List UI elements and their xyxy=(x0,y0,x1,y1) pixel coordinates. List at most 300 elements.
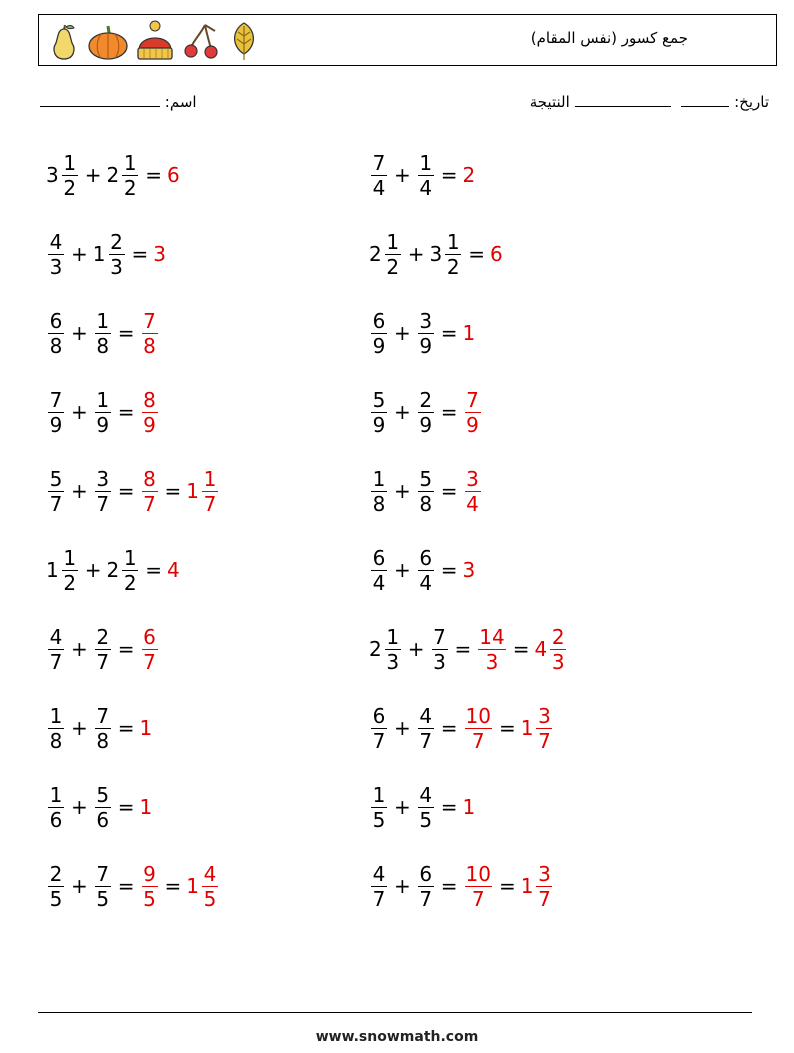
answer-fraction xyxy=(536,703,552,753)
addend-b xyxy=(416,308,436,358)
equals-sign: = xyxy=(440,321,458,345)
answer-denominator: 9 xyxy=(143,412,156,437)
equals-sign: = xyxy=(117,874,135,898)
addend-a-numerator: 1 xyxy=(49,782,63,807)
answer-numerator: 2 xyxy=(551,624,565,649)
addend-b-numerator: 1 xyxy=(419,150,433,175)
addend-b-numerator: 2 xyxy=(96,624,110,649)
addend-b-fraction xyxy=(95,703,111,753)
problem-item xyxy=(369,140,476,210)
answer-denominator: 3 xyxy=(551,649,565,674)
answer xyxy=(463,387,483,437)
problem-item xyxy=(46,456,220,526)
answer-denominator: 9 xyxy=(466,412,479,437)
answer-denominator: 8 xyxy=(143,333,156,358)
addend-a xyxy=(46,308,66,358)
equals-sign: = xyxy=(117,795,135,819)
answer-denominator: 7 xyxy=(538,886,551,911)
addend-b-fraction xyxy=(418,466,434,516)
addend-b-whole: 3 xyxy=(429,242,443,266)
answer-whole: 1 xyxy=(186,479,200,503)
answer-denominator: 7 xyxy=(471,886,485,911)
addend-b-numerator: 1 xyxy=(123,545,137,570)
addend-b-fraction xyxy=(109,229,125,279)
answer-whole: 1 xyxy=(520,716,534,740)
name-input-line[interactable] xyxy=(40,92,160,107)
problem-item xyxy=(369,535,476,605)
problem-item xyxy=(46,298,160,368)
problem-item xyxy=(46,377,160,447)
equals-sign: = xyxy=(468,242,485,266)
header-box xyxy=(38,14,777,66)
addend-a xyxy=(369,703,389,753)
addend-b-numerator: 6 xyxy=(419,545,433,570)
addend-b xyxy=(106,545,141,595)
addend-b-denominator: 2 xyxy=(446,254,460,279)
addend-a-fraction xyxy=(371,782,387,832)
addend-a-numerator: 6 xyxy=(49,308,63,333)
equals-sign: = xyxy=(440,795,458,819)
addend-a-denominator: 4 xyxy=(372,570,386,595)
addend-b-fraction xyxy=(418,308,434,358)
addend-b-fraction xyxy=(95,387,111,437)
equals-sign: = xyxy=(117,637,135,661)
addend-b-denominator: 5 xyxy=(96,886,110,911)
addend-b xyxy=(93,782,113,832)
addend-a-numerator: 7 xyxy=(49,387,63,412)
answer-whole: 1 xyxy=(462,795,476,819)
equals-sign: = xyxy=(164,479,182,503)
addend-b-denominator: 4 xyxy=(419,175,433,200)
addend-b-numerator: 4 xyxy=(419,782,433,807)
answer-numerator: 10 xyxy=(465,703,491,728)
answer-fraction xyxy=(550,624,566,674)
answer xyxy=(186,861,220,911)
date-input-line[interactable] xyxy=(681,92,729,107)
addend-b-numerator: 7 xyxy=(96,703,110,728)
answer-denominator: 5 xyxy=(143,886,156,911)
addend-b-fraction xyxy=(445,229,461,279)
addend-a-denominator: 7 xyxy=(372,728,386,753)
addend-a xyxy=(46,703,66,753)
addend-a-denominator: 7 xyxy=(49,491,63,516)
addend-b-fraction xyxy=(95,782,111,832)
plus-sign: + xyxy=(84,558,102,582)
answer xyxy=(463,321,477,345)
addend-b-fraction xyxy=(418,861,434,911)
cherries-icon xyxy=(181,21,221,61)
addend-a-denominator: 6 xyxy=(49,807,63,832)
plus-sign: + xyxy=(71,716,88,740)
answer-whole: 4 xyxy=(534,637,548,661)
addend-a-fraction xyxy=(371,150,387,200)
problem-item xyxy=(46,140,181,210)
addend-a-numerator: 1 xyxy=(49,703,63,728)
addend-b-whole: 1 xyxy=(92,242,106,266)
answer xyxy=(140,624,160,674)
addend-a-denominator: 8 xyxy=(49,728,63,753)
problem-item xyxy=(46,614,160,684)
answer-fraction xyxy=(202,861,218,911)
addend-a-fraction xyxy=(48,782,64,832)
addend-a xyxy=(46,624,66,674)
answer xyxy=(476,624,507,674)
answer xyxy=(153,242,167,266)
answer-whole: 1 xyxy=(462,321,476,345)
addend-b-denominator: 6 xyxy=(96,807,110,832)
plus-sign: + xyxy=(84,163,102,187)
addend-a-numerator: 6 xyxy=(372,308,386,333)
hat-icon xyxy=(135,20,175,62)
answer-fraction xyxy=(142,861,158,911)
addend-b xyxy=(416,466,436,516)
answer xyxy=(167,163,181,187)
answer-whole: 3 xyxy=(462,558,476,582)
addend-b xyxy=(416,703,436,753)
addend-a-denominator: 7 xyxy=(372,886,386,911)
addend-a-denominator: 2 xyxy=(63,570,77,595)
addend-a xyxy=(369,861,389,911)
addend-a-numerator: 1 xyxy=(386,624,400,649)
answer-fraction xyxy=(478,624,505,674)
addend-a xyxy=(46,782,66,832)
date-label: تاريخ: xyxy=(734,93,769,111)
problem-item xyxy=(369,298,476,368)
answer-fraction xyxy=(465,387,481,437)
addend-b-numerator: 3 xyxy=(96,466,110,491)
page-title: جمع كسور (نفس المقام) xyxy=(530,29,688,47)
plus-sign: + xyxy=(71,400,88,424)
addend-a-numerator: 7 xyxy=(372,150,386,175)
answer-denominator: 4 xyxy=(466,491,479,516)
pear-icon xyxy=(47,21,81,61)
problem-item xyxy=(46,219,167,289)
addend-a-fraction xyxy=(48,387,64,437)
plus-sign: + xyxy=(394,400,411,424)
problem-item xyxy=(369,851,554,921)
header-icons xyxy=(47,19,261,63)
addend-a-fraction xyxy=(62,545,78,595)
addend-b-denominator: 7 xyxy=(96,649,110,674)
addend-b-fraction xyxy=(95,861,111,911)
addend-a-whole: 1 xyxy=(46,558,59,582)
answer-whole: 2 xyxy=(462,163,476,187)
addend-b-denominator: 9 xyxy=(419,412,433,437)
answer xyxy=(463,703,494,753)
footer-divider xyxy=(38,1012,752,1013)
addend-a-denominator: 5 xyxy=(372,807,386,832)
addend-a-fraction xyxy=(385,624,401,674)
answer xyxy=(140,716,154,740)
equals-sign: = xyxy=(440,479,458,503)
answer-whole: 1 xyxy=(139,795,153,819)
addend-a-fraction xyxy=(385,229,401,279)
addend-b-fraction xyxy=(418,782,434,832)
addend-a-numerator: 1 xyxy=(372,466,386,491)
answer-whole: 4 xyxy=(167,558,180,582)
answer xyxy=(490,242,504,266)
addend-a-fraction xyxy=(48,861,64,911)
plus-sign: + xyxy=(71,479,88,503)
addend-b-whole: 2 xyxy=(106,163,120,187)
addend-b-fraction xyxy=(418,387,434,437)
addend-b-denominator: 8 xyxy=(96,333,110,358)
addend-a xyxy=(369,229,403,279)
equals-sign: = xyxy=(440,400,458,424)
problem-item xyxy=(369,772,476,842)
plus-sign: + xyxy=(394,163,411,187)
plus-sign: + xyxy=(394,716,411,740)
answer xyxy=(463,795,477,819)
equals-sign: = xyxy=(164,874,182,898)
answer xyxy=(534,624,568,674)
addend-a xyxy=(369,782,389,832)
problem-item xyxy=(369,377,483,447)
answer-numerator: 10 xyxy=(465,861,491,886)
answer-whole: 1 xyxy=(520,874,534,898)
addend-a-denominator: 9 xyxy=(372,412,386,437)
equals-sign: = xyxy=(145,558,162,582)
addend-b xyxy=(416,782,436,832)
equals-sign: = xyxy=(454,637,472,661)
answer-fraction xyxy=(142,387,158,437)
addend-a-denominator: 7 xyxy=(49,649,63,674)
addend-a-numerator: 5 xyxy=(49,466,63,491)
addend-b xyxy=(416,545,436,595)
addend-a xyxy=(369,150,389,200)
equals-sign: = xyxy=(440,716,458,740)
answer-whole: 3 xyxy=(153,242,166,266)
answer-numerator: 9 xyxy=(143,861,156,886)
addend-a-fraction xyxy=(371,703,387,753)
addend-a xyxy=(46,150,80,200)
addend-a-denominator: 2 xyxy=(63,175,77,200)
addend-b-denominator: 3 xyxy=(433,649,446,674)
addend-b-numerator: 7 xyxy=(96,861,110,886)
addend-a-numerator: 4 xyxy=(49,229,63,254)
answer-numerator: 3 xyxy=(538,861,551,886)
addend-a xyxy=(369,624,403,674)
addend-b-fraction xyxy=(418,545,434,595)
name-label: اسم: xyxy=(164,93,197,111)
name-field xyxy=(40,92,197,111)
answer-fraction xyxy=(142,308,158,358)
addend-b-fraction xyxy=(432,624,448,674)
addend-b-fraction xyxy=(122,150,138,200)
addend-b-fraction xyxy=(418,150,434,200)
addend-a xyxy=(369,545,389,595)
leaf-icon xyxy=(227,20,261,62)
addend-b-denominator: 7 xyxy=(419,886,433,911)
answer xyxy=(140,308,160,358)
addend-a-denominator: 4 xyxy=(372,175,386,200)
date-result-fields xyxy=(530,92,769,111)
equals-sign: = xyxy=(131,242,149,266)
plus-sign: + xyxy=(394,479,411,503)
answer-numerator: 7 xyxy=(143,308,156,333)
addend-a-fraction xyxy=(48,229,64,279)
footer-url: www.snowmath.com xyxy=(315,1029,479,1045)
addend-b xyxy=(92,229,127,279)
addend-a-fraction xyxy=(48,466,64,516)
addend-a-denominator: 9 xyxy=(372,333,386,358)
equals-sign: = xyxy=(498,874,516,898)
addend-a-denominator: 3 xyxy=(386,649,400,674)
answer-numerator: 3 xyxy=(538,703,551,728)
answer xyxy=(463,558,477,582)
addend-a-denominator: 3 xyxy=(49,254,63,279)
plus-sign: + xyxy=(394,321,411,345)
answer-fraction xyxy=(465,703,492,753)
answer xyxy=(140,795,154,819)
answer xyxy=(140,466,160,516)
equals-sign: = xyxy=(512,637,530,661)
answer-denominator: 3 xyxy=(485,649,499,674)
addend-a-fraction xyxy=(371,466,387,516)
addend-a-denominator: 8 xyxy=(372,491,386,516)
plus-sign: + xyxy=(71,242,88,266)
addend-b-numerator: 3 xyxy=(419,308,433,333)
answer-fraction xyxy=(142,624,158,674)
problem-item xyxy=(46,693,153,763)
addend-b xyxy=(416,387,436,437)
addend-b-denominator: 2 xyxy=(123,175,137,200)
addend-a-whole: 2 xyxy=(369,637,382,661)
plus-sign: + xyxy=(71,637,88,661)
addend-b-denominator: 7 xyxy=(419,728,433,753)
plus-sign: + xyxy=(394,795,411,819)
addend-a-numerator: 5 xyxy=(372,387,386,412)
answer-denominator: 7 xyxy=(143,649,156,674)
addend-b-denominator: 8 xyxy=(96,728,110,753)
addend-b xyxy=(430,624,450,674)
answer-fraction xyxy=(465,466,481,516)
pumpkin-icon xyxy=(87,21,129,61)
addend-b-numerator: 1 xyxy=(446,229,460,254)
equals-sign: = xyxy=(117,716,135,740)
addend-b xyxy=(93,703,113,753)
answer-numerator: 7 xyxy=(466,387,479,412)
problem-item xyxy=(369,693,554,763)
equals-sign: = xyxy=(440,558,458,582)
problem-item xyxy=(46,535,181,605)
answer-whole: 1 xyxy=(186,874,200,898)
result-input-line[interactable] xyxy=(575,92,671,107)
answer xyxy=(140,387,160,437)
addend-a-numerator: 4 xyxy=(372,861,386,886)
equals-sign: = xyxy=(117,400,135,424)
addend-b xyxy=(93,387,113,437)
addend-b-denominator: 9 xyxy=(96,412,110,437)
answer xyxy=(167,558,181,582)
answer-whole: 1 xyxy=(139,716,153,740)
answer-whole: 6 xyxy=(167,163,180,187)
addend-b-denominator: 7 xyxy=(96,491,110,516)
plus-sign: + xyxy=(71,321,88,345)
addend-a-numerator: 4 xyxy=(49,624,63,649)
problem-item xyxy=(369,614,568,684)
addend-b xyxy=(93,466,113,516)
equals-sign: = xyxy=(145,163,162,187)
addend-b xyxy=(416,861,436,911)
answer-denominator: 7 xyxy=(143,491,156,516)
addend-b-numerator: 7 xyxy=(433,624,446,649)
plus-sign: + xyxy=(71,874,88,898)
plus-sign: + xyxy=(71,795,88,819)
answer xyxy=(463,466,483,516)
answer xyxy=(186,466,220,516)
addend-a-fraction xyxy=(48,703,64,753)
addend-a-denominator: 8 xyxy=(49,333,63,358)
addend-a-denominator: 9 xyxy=(49,412,63,437)
answer-numerator: 1 xyxy=(203,466,217,491)
addend-a-fraction xyxy=(371,545,387,595)
addend-b-numerator: 4 xyxy=(419,703,433,728)
addend-a-numerator: 6 xyxy=(372,703,386,728)
answer xyxy=(463,861,494,911)
addend-a-fraction xyxy=(371,308,387,358)
addend-a-numerator: 1 xyxy=(386,229,400,254)
addend-b xyxy=(106,150,141,200)
addend-b-denominator: 3 xyxy=(110,254,123,279)
addend-a-denominator: 2 xyxy=(386,254,400,279)
answer-numerator: 6 xyxy=(143,624,156,649)
addend-a-fraction xyxy=(62,150,78,200)
answer-fraction xyxy=(536,861,552,911)
addend-b-numerator: 6 xyxy=(419,861,433,886)
answer-numerator: 4 xyxy=(203,861,217,886)
addend-b-denominator: 4 xyxy=(419,570,433,595)
addend-a-numerator: 1 xyxy=(372,782,386,807)
problem-item xyxy=(369,456,483,526)
answer xyxy=(140,861,160,911)
plus-sign: + xyxy=(407,637,425,661)
addend-a-numerator: 2 xyxy=(49,861,63,886)
addend-a xyxy=(46,861,66,911)
addend-b-fraction xyxy=(95,466,111,516)
plus-sign: + xyxy=(394,558,411,582)
plus-sign: + xyxy=(407,242,425,266)
plus-sign: + xyxy=(394,874,411,898)
equals-sign: = xyxy=(498,716,516,740)
answer-whole: 6 xyxy=(490,242,503,266)
addend-b-denominator: 5 xyxy=(419,807,433,832)
addend-b xyxy=(93,624,113,674)
equals-sign: = xyxy=(117,479,135,503)
addend-a xyxy=(369,308,389,358)
addend-b-numerator: 5 xyxy=(96,782,110,807)
addend-b-denominator: 2 xyxy=(123,570,137,595)
addend-a xyxy=(369,387,389,437)
addend-a xyxy=(46,466,66,516)
addend-b-fraction xyxy=(95,624,111,674)
addend-b-fraction xyxy=(418,703,434,753)
answer-numerator: 8 xyxy=(143,387,156,412)
problem-item xyxy=(369,219,504,289)
addend-a xyxy=(46,387,66,437)
answer-denominator: 5 xyxy=(203,886,217,911)
problem-item xyxy=(46,772,153,842)
addend-b-denominator: 9 xyxy=(419,333,433,358)
answer xyxy=(520,703,555,753)
addend-b-numerator: 1 xyxy=(123,150,137,175)
addend-b-numerator: 1 xyxy=(96,308,110,333)
addend-b-whole: 2 xyxy=(106,558,120,582)
addend-a-whole: 2 xyxy=(369,242,382,266)
addend-a-fraction xyxy=(371,861,387,911)
addend-a-fraction xyxy=(48,308,64,358)
answer-denominator: 7 xyxy=(471,728,485,753)
